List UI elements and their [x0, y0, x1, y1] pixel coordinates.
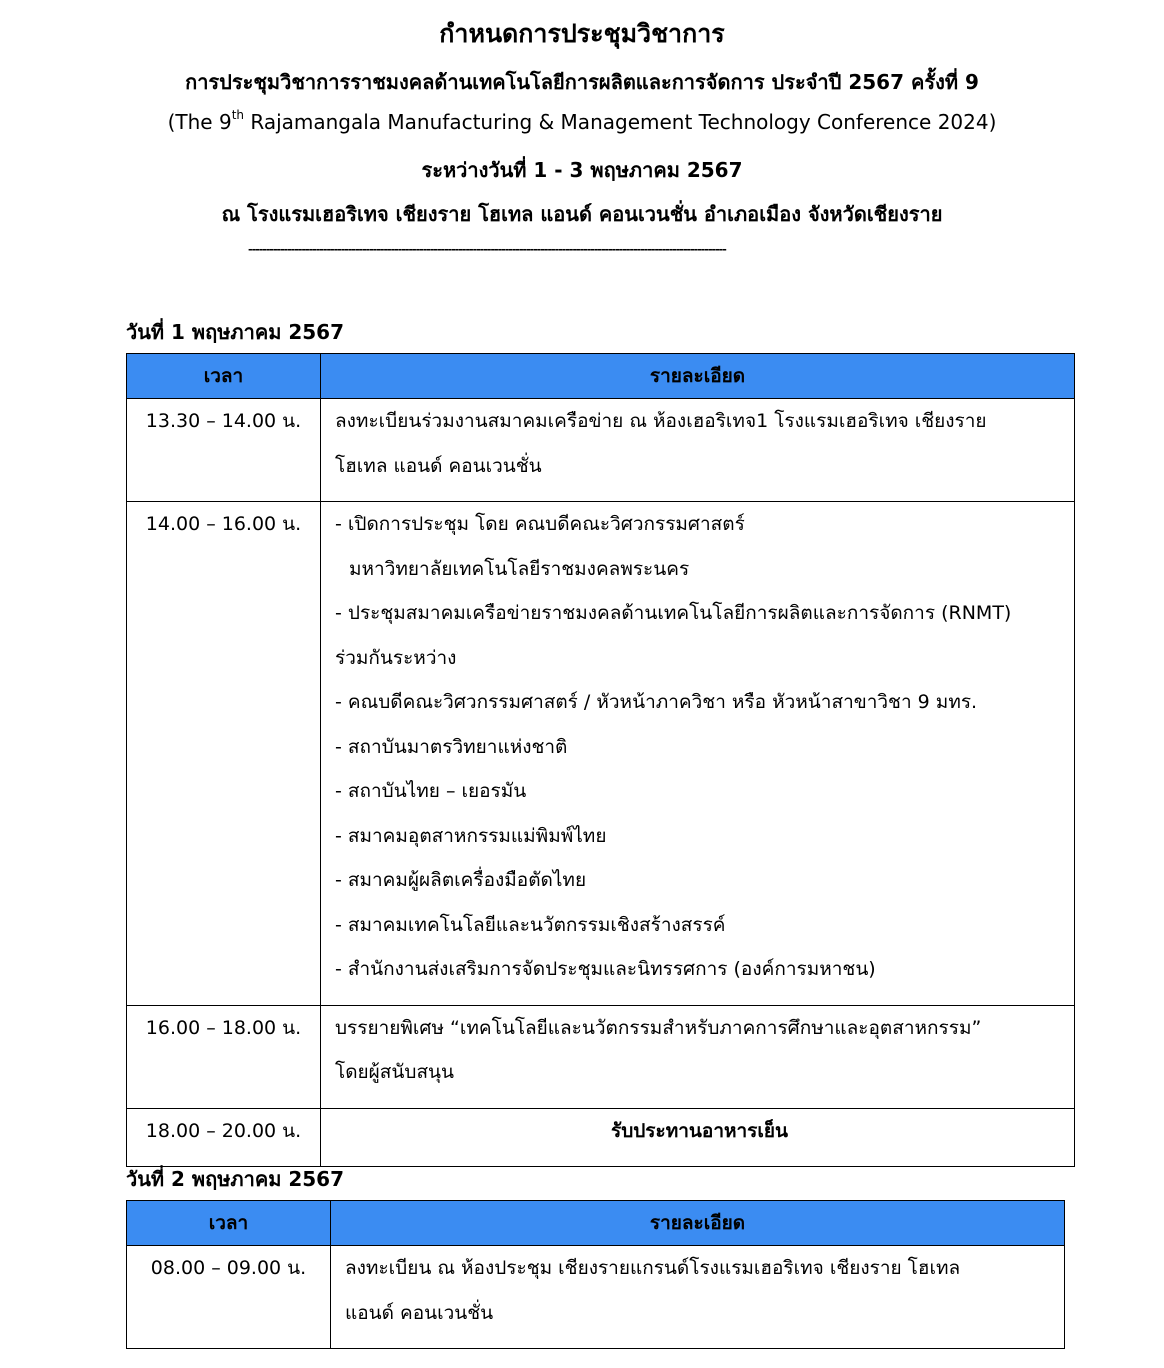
detail-line: - เปิดการประชุม โดย คณบดีคณะวิศวกรรมศาสตร์: [335, 513, 745, 535]
header-detail: รายละเอียด: [331, 1201, 1065, 1246]
time-cell: 13.30 – 14.00 น.: [127, 399, 321, 502]
detail-cell: [321, 1108, 1075, 1167]
conference-name-english: [0, 110, 1164, 134]
document-title: กำหนดการประชุมวิชาการ: [439, 19, 725, 48]
detail-cell: [331, 1246, 1065, 1349]
dashed-divider: --------------------------------------------------------------------------------------------------------------------------------------: [248, 244, 726, 256]
header-detail: รายละเอียด: [321, 354, 1075, 399]
english-superscript: th: [231, 108, 244, 122]
detail-cell: [321, 399, 1075, 502]
detail-line: - สมาคมผู้ผลิตเครื่องมือตัดไทย: [335, 869, 587, 891]
table-header-row: [127, 1201, 1065, 1246]
detail-line: แอนด์ คอนเวนชั่น: [345, 1301, 494, 1324]
detail-line: - คณบดีคณะวิศวกรรมศาสตร์ / หัวหน้าภาควิชา หรือ หัวหน้าสาขาวิชา 9 มทร.: [335, 691, 978, 713]
detail-line: ลงทะเบียน ณ ห้องประชุม เชียงรายแกรนด์โรงแรมเฮอริเทจ เชียงราย โฮเทล: [345, 1257, 961, 1279]
time-cell: 16.00 – 18.00 น.: [127, 1005, 321, 1108]
detail-line: - ประชุมสมาคมเครือข่ายราชมงคลด้านเทคโนโลยีการผลิตและการจัดการ (RNMT): [335, 602, 1012, 624]
detail-line: - สำนักงานส่งเสริมการจัดประชุมและนิทรรศการ (องค์การมหาชน): [335, 958, 876, 980]
day2-heading: วันที่ 2 พฤษภาคม 2567: [126, 1167, 345, 1191]
english-prefix: (The 9: [167, 110, 232, 134]
detail-cell: [321, 502, 1075, 1006]
table-row: [127, 1005, 1075, 1108]
detail-line: - สถาบันมาตรวิทยาแห่งชาติ: [335, 735, 568, 758]
detail-line: - สมาคมอุตสาหกรรมแม่พิมพ์ไทย: [335, 824, 607, 847]
detail-line: มหาวิทยาลัยเทคโนโลยีราชมงคลพระนคร: [349, 557, 690, 580]
table-row: [127, 502, 1075, 1006]
detail-line: โฮเทล แอนด์ คอนเวนชั่น: [335, 454, 542, 477]
detail-line: โดยผู้สนับสนุน: [335, 1061, 455, 1083]
detail-cell: [321, 1005, 1075, 1108]
detail-line: ร่วมกันระหว่าง: [335, 646, 457, 669]
conference-dates: ระหว่างวันที่ 1 - 3 พฤษภาคม 2567: [421, 158, 743, 182]
table-header-row: [127, 354, 1075, 399]
detail-line: - สมาคมเทคโนโลยีและนวัตกรรมเชิงสร้างสรรค์: [335, 913, 726, 936]
time-cell: 14.00 – 16.00 น.: [127, 502, 321, 1006]
conference-name-thai: การประชุมวิชาการราชมงคลด้านเทคโนโลยีการผลิตและการจัดการ ประจำปี 2567 ครั้งที่ 9: [185, 70, 979, 94]
detail-line: ลงทะเบียนร่วมงานสมาคมเครือข่าย ณ ห้องเฮอริเทจ1 โรงแรมเฮอริเทจ เชียงราย: [335, 410, 987, 432]
day1-schedule-table: [126, 353, 1075, 1167]
header-time: เวลา: [127, 1201, 331, 1246]
detail-line: รับประทานอาหารเย็น: [610, 1119, 788, 1142]
table-row: [127, 1108, 1075, 1167]
table-row: [127, 399, 1075, 502]
table-row: [127, 1246, 1065, 1349]
detail-line: บรรยายพิเศษ “เทคโนโลยีและนวัตกรรมสำหรับภาคการศึกษาและอุตสาหกรรม”: [335, 1016, 982, 1039]
time-cell: 08.00 – 09.00 น.: [127, 1246, 331, 1349]
detail-line: - สถาบันไทย – เยอรมัน: [335, 780, 527, 802]
english-rest: Rajamangala Manufacturing & Management Technology Conference 2024): [244, 110, 997, 134]
conference-venue: ณ โรงแรมเฮอริเทจ เชียงราย โฮเทล แอนด์ คอนเวนชั่น อำเภอเมือง จังหวัดเชียงราย: [221, 202, 943, 226]
day2-schedule-table: [126, 1200, 1065, 1349]
day1-heading: วันที่ 1 พฤษภาคม 2567: [126, 320, 345, 344]
time-cell: 18.00 – 20.00 น.: [127, 1108, 321, 1167]
header-time: เวลา: [127, 354, 321, 399]
